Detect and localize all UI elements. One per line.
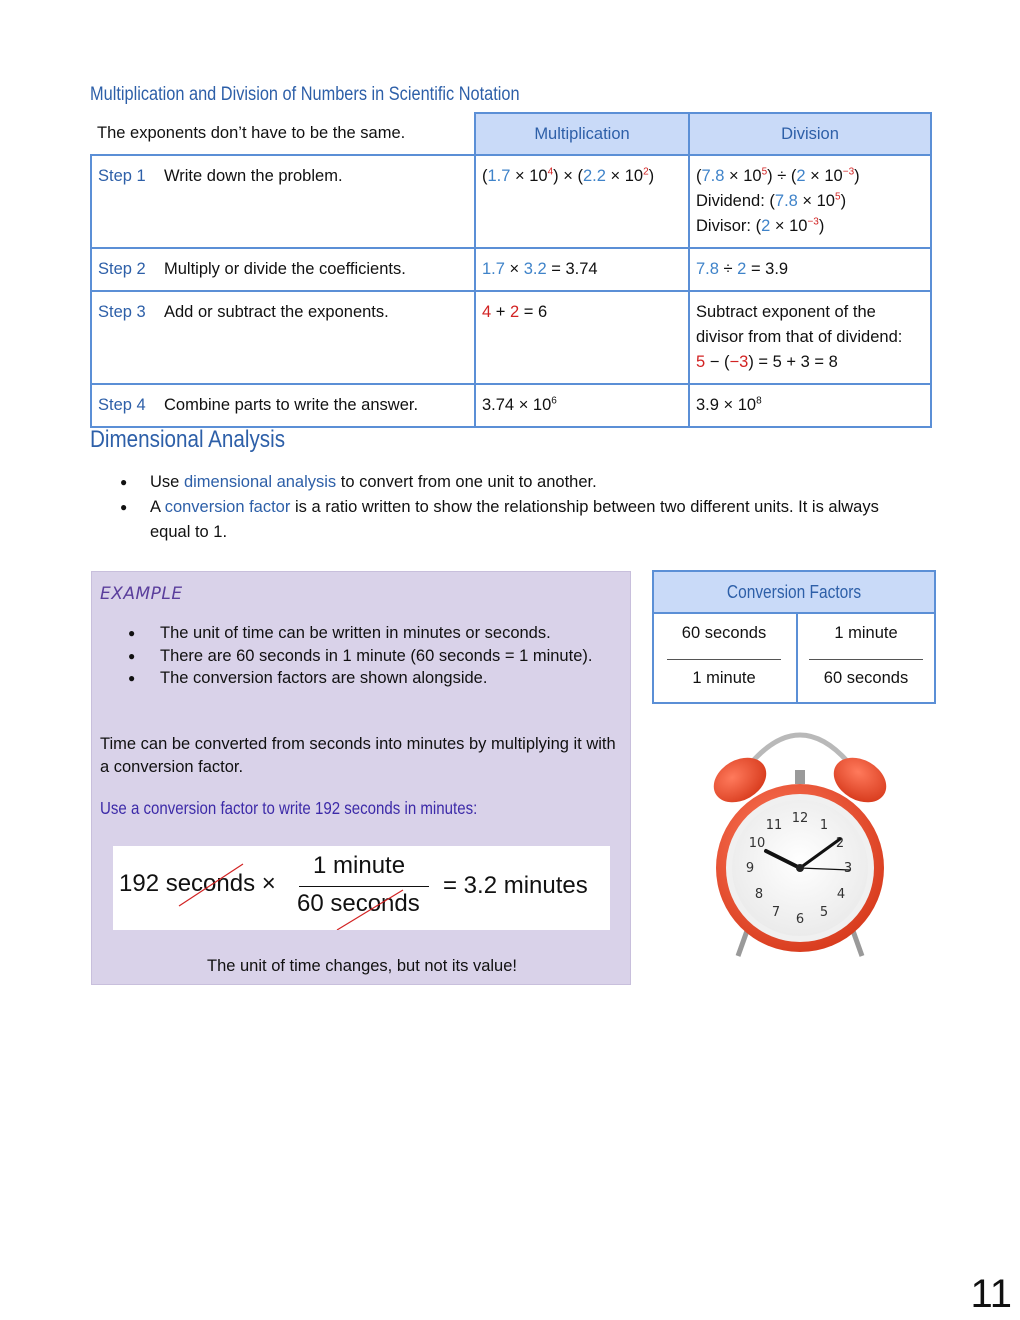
list-item: ● A conversion factor is a ratio written to show the relationship between two different units. It is always equal to 1. [120,495,900,545]
multiplication-step-2: 1.7 × 3.2 = 3.74 [475,248,689,291]
example-bullets [128,622,628,690]
svg-text:8: 8 [754,887,764,902]
multiplication-step-4: $3.74 \times 10^6$ [475,384,689,427]
list-item: ● The unit of time can be written in minutes or seconds. [128,622,628,645]
step-label: Step 1 [91,155,158,248]
svg-text:9: 9 [745,861,755,876]
list-item: ● Use dimensional analysis to convert from one unit to another. [120,470,900,495]
example-label: EXAMPLE [100,584,183,604]
equation-lhs: 192 seconds × [119,870,276,897]
column-header-division: Division [689,113,931,155]
multiplication-step-3: 4 + 2 = 6 [475,291,689,384]
list-item: ● The conversion factors are shown alongside. [128,667,628,690]
svg-text:11: 11 [765,818,783,833]
page-number: 11 [970,1272,1012,1316]
conversion-factor-right: 1 minute 60 seconds [796,614,936,702]
dimensional-analysis-bullets [120,470,900,545]
step-label: Step 3 [91,291,158,384]
step-label: Step 4 [91,384,158,427]
example-prompt: Use a conversion factor to write 192 seconds in minutes: [100,798,478,818]
example-footer: The unit of time changes, but not its value! [206,957,517,975]
multiplication-step-1: $(1.7 \times 10^4) \times (2.2 \times 10^2)$ [475,155,689,248]
conversion-factors-table [652,570,936,704]
table-row-step-2 [91,248,931,291]
table-intro: The exponents don’t have to be the same. [91,113,475,155]
division-step-2: 7.8 ÷ 2 = 3.9 [689,248,931,291]
step-label: Step 2 [91,248,158,291]
column-header-multiplication: Multiplication [475,113,689,155]
term-dimensional-analysis: dimensional analysis [183,473,337,491]
equation-numerator: 1 minute [313,852,406,879]
step-description: Write down the problem. [158,155,475,248]
table-row-step-3 [91,291,931,384]
step-description: Multiply or divide the coefficients. [158,248,475,291]
svg-text:5: 5 [819,905,829,920]
svg-text:1: 1 [819,818,829,833]
svg-text:4: 4 [836,887,846,902]
svg-text:3: 3 [843,861,853,876]
conversion-factor-left: 60 seconds 1 minute [654,614,794,702]
conversion-factors-title: Conversion Factors [654,572,934,614]
svg-text:12: 12 [791,811,809,826]
step-description: Combine parts to write the answer. [158,384,475,427]
example-paragraph: Time can be converted from seconds into minutes by multiplying it with a conversion factor. [100,735,616,776]
example-box [91,571,631,985]
section-title-scientific-notation: Multiplication and Division of Numbers in Scientific Notation [90,84,520,105]
division-step-3: Subtract exponent of the divisor from that of dividend: 5 − (−3) = 5 + 3 = 8 [689,291,931,384]
list-item: ● There are 60 seconds in 1 minute (60 seconds = 1 minute). [128,645,628,668]
alarm-clock-image [700,718,900,968]
table-row-step-4 [91,384,931,427]
svg-text:2: 2 [835,836,845,851]
table-header-row [91,113,931,155]
svg-text:6: 6 [795,912,805,927]
svg-text:7: 7 [771,905,781,920]
division-step-4: $3.9 \times 10^8$ [689,384,931,427]
term-conversion-factor: conversion factor [164,498,291,516]
division-step-1: $(7.8 \times 10^5) \div (2 \times 10^{-3})$ Dividend: $(7.8 \times 10^5)$ Divisor: $(2 \times 10^{-3})$ [689,155,931,248]
cancel-strike-icon [113,846,610,930]
section-title-dimensional-analysis: Dimensional Analysis [90,426,286,453]
conversion-equation [113,846,610,930]
scientific-notation-table [90,112,932,428]
equation-denominator: 60 seconds [297,890,420,917]
svg-text:10: 10 [748,836,766,851]
step-description: Add or subtract the exponents. [158,291,475,384]
equation-rhs: = 3.2 minutes [443,872,588,899]
table-row-step-1 [91,155,931,248]
